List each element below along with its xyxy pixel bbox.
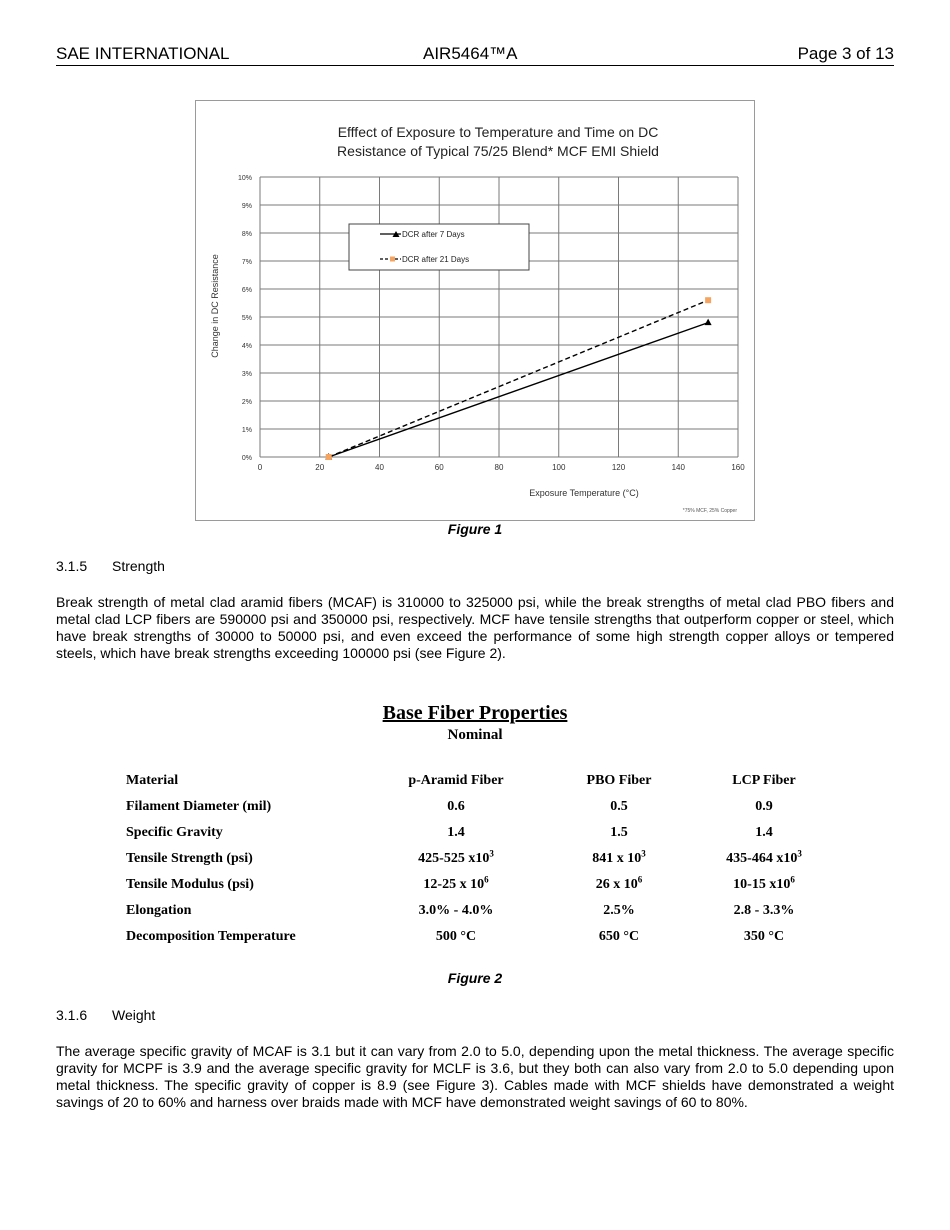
table-cell-value: 0.9 xyxy=(755,799,773,814)
section-heading-weight xyxy=(56,1007,155,1023)
table-row-label: Decomposition Temperature xyxy=(126,929,296,944)
y-tick-label: 0% xyxy=(241,455,252,462)
table-cell-exponent: 3 xyxy=(641,848,646,859)
y-tick-label: 1% xyxy=(241,427,252,434)
x-tick-label: 120 xyxy=(611,463,626,472)
data-point-7-days xyxy=(705,319,712,326)
figure-1-caption: Figure 1 xyxy=(447,521,503,537)
chart-title-line-2: Resistance of Typical 75/25 Blend* MCF EMI Shield xyxy=(337,143,659,159)
table-title: Base Fiber Properties xyxy=(382,702,568,724)
table-cell-value: 3.0% - 4.0% xyxy=(418,903,494,918)
table-cell-value: 1.4 xyxy=(447,825,465,840)
table-cell xyxy=(702,872,826,898)
header-document-id: AIR5464™A xyxy=(423,44,518,63)
table-cell-value: 841 x 10 xyxy=(592,851,642,866)
table-cell-exponent: 6 xyxy=(484,874,489,885)
y-tick-label: 8% xyxy=(241,231,252,238)
table-row xyxy=(126,846,826,872)
x-tick-label: 160 xyxy=(731,463,745,472)
table-row xyxy=(126,872,826,898)
figure-1-chart xyxy=(195,100,755,521)
table-cell-value: 435-464 x10 xyxy=(726,851,798,866)
table-row-label: Specific Gravity xyxy=(126,825,223,840)
table-cell-value: 500 °C xyxy=(435,929,477,944)
y-tick-label: 7% xyxy=(241,259,252,266)
chart-footnote: *75% MCF, 25% Copper xyxy=(682,508,737,514)
section-title: Weight xyxy=(112,1007,156,1023)
table-header-material: Material xyxy=(126,773,179,788)
legend-marker-21-days xyxy=(390,257,395,262)
table-row-label: Tensile Modulus (psi) xyxy=(126,877,254,892)
table-cell-exponent: 6 xyxy=(637,874,643,885)
table-cell xyxy=(702,846,826,872)
section-number: 3.1.6 xyxy=(56,1007,88,1023)
page-header xyxy=(56,44,894,66)
table-cell xyxy=(536,820,702,846)
table-cell-exponent: 6 xyxy=(790,874,795,885)
header-organization: SAE INTERNATIONAL xyxy=(56,44,230,63)
x-tick-label: 140 xyxy=(671,463,685,472)
table-cell xyxy=(702,794,826,820)
table-cell xyxy=(536,794,702,820)
legend-label-21-days: DCR after 21 Days xyxy=(402,255,470,264)
legend-label-7-days: DCR after 7 Days xyxy=(402,230,465,239)
figure-2-caption: Figure 2 xyxy=(447,970,503,986)
table-row-label: Filament Diameter (mil) xyxy=(126,799,272,814)
chart-series xyxy=(325,297,711,460)
y-tick-label: 4% xyxy=(241,343,252,350)
table-row-label: Tensile Strength (psi) xyxy=(126,851,253,866)
y-tick-label: 2% xyxy=(241,399,252,406)
section-heading-strength xyxy=(56,558,165,574)
table-cell-value: 650 °C xyxy=(598,929,640,944)
table-cell-value: 10-15 x10 xyxy=(733,877,791,892)
series-line-7-days xyxy=(329,323,708,457)
table-cell xyxy=(702,898,826,924)
table-cell-value: 1.5 xyxy=(610,825,628,840)
paragraph-weight: The average specific gravity of MCAF is 3.1 but it can vary from 2.0 to 5.0, depending upon the metal thickness. The average specific gravity for MCPF is 3.9 and the average specific gravity for MCLF is 3.6, but they both can also vary from 2.0 to 5.0 depending upon metal thickness. The specific gravity of copper is 8.9 (see Figure 3). Cables made with MCF shields have demonstrated a weight savings of 20 to 60% and harness over braids made with MCF have demonstrated weight savings of 60 to 80%. xyxy=(56,1043,894,1110)
data-point-21-days xyxy=(705,297,711,303)
table-cell-value: 2.8 - 3.3% xyxy=(733,903,795,918)
table-cell-value: 425-525 x10 xyxy=(418,851,490,866)
table-cell-value: 12-25 x 10 xyxy=(423,877,485,892)
table-header-lcp: LCP Fiber xyxy=(732,773,796,788)
y-tick-label: 3% xyxy=(241,371,252,378)
section-number: 3.1.5 xyxy=(56,558,88,574)
x-tick-label: 80 xyxy=(494,463,504,472)
chart-legend xyxy=(349,224,529,270)
table-cell-exponent: 3 xyxy=(797,848,802,859)
table-row xyxy=(126,898,826,924)
table-cell-exponent: 3 xyxy=(489,848,494,859)
table-cell-value: 0.6 xyxy=(447,799,465,814)
header-page-number: Page 3 of 13 xyxy=(797,44,894,63)
table-cell xyxy=(376,794,536,820)
chart-tick-labels xyxy=(238,175,745,472)
table-cell xyxy=(702,924,826,950)
table-subtitle: Nominal xyxy=(447,727,503,743)
y-tick-label: 5% xyxy=(241,315,252,322)
table-cell xyxy=(536,898,702,924)
table-header-row xyxy=(126,768,826,794)
table-header-pbo: PBO Fiber xyxy=(586,773,652,788)
y-tick-label: 6% xyxy=(241,287,252,294)
table-cell xyxy=(536,872,702,898)
table-row xyxy=(126,794,826,820)
table-row-label: Elongation xyxy=(126,903,192,918)
table-header-p-aramid: p-Aramid Fiber xyxy=(408,773,504,788)
table-cell xyxy=(376,820,536,846)
y-tick-label: 10% xyxy=(237,175,252,182)
section-title: Strength xyxy=(112,558,165,574)
table-row xyxy=(126,820,826,846)
table-cell xyxy=(376,846,536,872)
paragraph-strength: Break strength of metal clad aramid fibers (MCAF) is 310000 to 325000 psi, while the break strengths of metal clad PBO fibers and metal clad LCP fibers are 590000 psi and 350000 psi, respectively. MCF have tensile strengths that outperform copper or steel, which have break strengths of 30000 to 50000 psi, and even exceed the performance of some high strength copper alloys or tempered steels, which have break strengths exceeding 100000 psi (see Figure 2). xyxy=(56,594,894,661)
table-cell-value: 2.5% xyxy=(603,903,635,918)
chart-x-axis-label: Exposure Temperature (°C) xyxy=(529,488,639,498)
y-tick-label: 9% xyxy=(241,203,252,210)
chart-canvas xyxy=(196,101,754,520)
table-cell xyxy=(536,924,702,950)
chart-title-line-1: Efffect of Exposure to Temperature and Time on DC xyxy=(337,124,659,140)
chart-y-axis-label: Change in DC Resistance xyxy=(210,254,220,358)
table-cell-value: 1.4 xyxy=(755,825,773,840)
series-line-21-days xyxy=(329,300,708,457)
table-cell-value: 350 °C xyxy=(743,929,785,944)
table-cell xyxy=(702,820,826,846)
x-tick-label: 60 xyxy=(434,463,444,472)
x-tick-label: 40 xyxy=(375,463,384,472)
table-cell xyxy=(376,898,536,924)
table-cell xyxy=(536,846,702,872)
base-fiber-properties-table xyxy=(126,768,826,950)
x-tick-label: 100 xyxy=(552,463,566,472)
table-cell xyxy=(376,924,536,950)
table-cell-value: 26 x 10 xyxy=(595,877,638,892)
x-tick-label: 20 xyxy=(315,463,325,472)
chart-gridlines xyxy=(260,177,738,457)
table-cell-value: 0.5 xyxy=(610,799,628,814)
data-point-21-days xyxy=(326,454,332,460)
table-row xyxy=(126,924,826,950)
table-cell xyxy=(376,872,536,898)
x-tick-label: 0 xyxy=(257,463,263,472)
